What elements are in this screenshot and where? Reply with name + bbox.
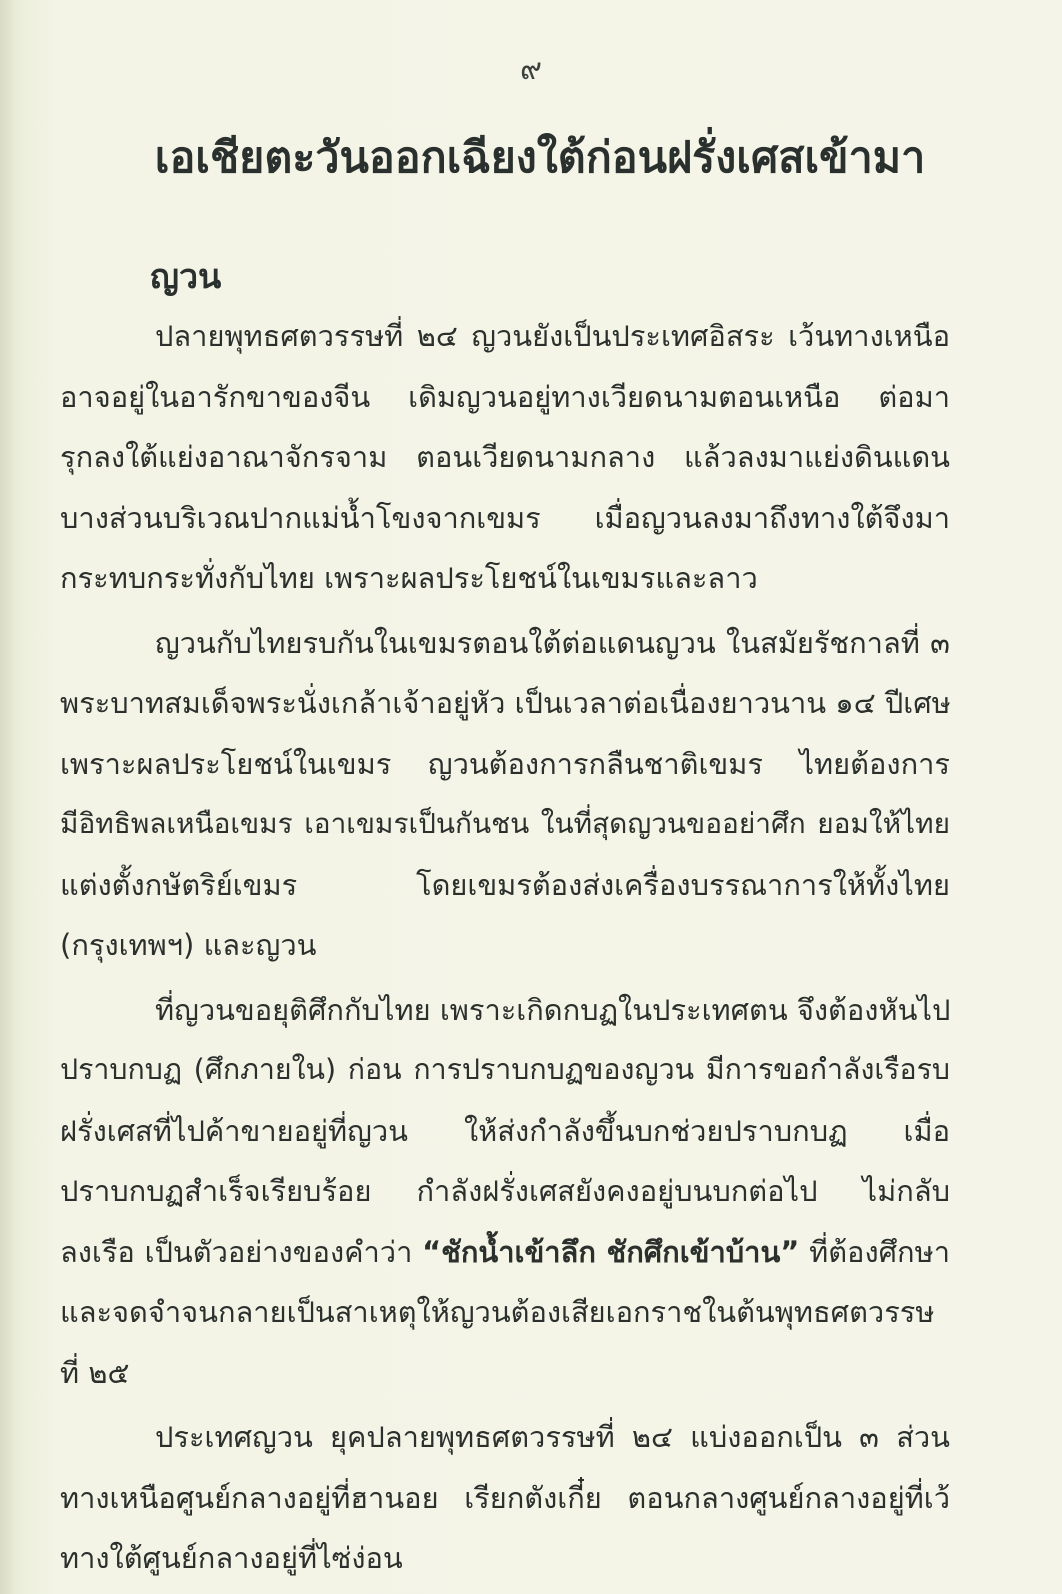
paragraph-1-line-4: บางส่วนบริเวณปากแม่น้ำโขงจากเขมร เมื่อญวนลงมาถึงทางใต้จึงมา — [60, 500, 950, 535]
paragraph-2-line-6: (กรุงเทพฯ) และญวน — [60, 928, 317, 962]
paragraph-2-line-5: แต่งตั้งกษัตริย์เขมร โดยเขมรต้องส่งเครื่องบรรณาการให้ทั้งไทย — [60, 867, 950, 902]
paragraph-3-line-5-after: ที่ต้องศึกษา — [799, 1234, 950, 1269]
paragraph-2-line-3: เพราะผลประโยชน์ในเขมร ญวนต้องการกลืนชาติเขมร ไทยต้องการ — [60, 746, 950, 781]
paragraph-2-line-4: มีอิทธิพลเหนือเขมร เอาเขมรเป็นกันชน ในที่สุดญวนขออย่าศึก ยอมให้ไทย — [60, 807, 950, 840]
paragraph-3-line-2: ปราบกบฏ (ศึกภายใน) ก่อน การปราบกบฏของญวน มีการขอกำลังเรือรบ — [60, 1053, 950, 1086]
page-gutter — [0, 0, 14, 1594]
paragraph-4-line-1: ประเทศญวน ยุคปลายพุทธศตวรรษที่ ๒๔ แบ่งออกเป็น ๓ ส่วน — [155, 1420, 950, 1454]
paragraph-3-line-4: ปราบกบฏสำเร็จเรียบร้อย กำลังฝรั่งเศสยังคงอยู่บนบกต่อไป ไม่กลับ — [60, 1174, 950, 1208]
paragraph-3-line-3: ฝรั่งเศสที่ไปค้าขายอยู่ที่ญวน ให้ส่งกำลังขึ้นบกช่วยปราบกบฏ เมื่อ — [60, 1113, 950, 1148]
paragraph-3-line-5 — [60, 1222, 950, 1283]
section-heading: ญวน — [150, 257, 222, 297]
chapter-title: เอเชียตะวันออกเฉียงใต้ก่อนฝรั่งเศสเข้ามา — [154, 133, 926, 183]
paragraph-4-line-2: ทางเหนือศูนย์กลางอยู่ที่ฮานอย เรียกตังเกี๋ย ตอนกลางศูนย์กลางอยู่ที่เว้ — [60, 1480, 950, 1515]
paragraph-1-line-1: ปลายพุทธศตวรรษที่ ๒๔ ญวนยังเป็นประเทศอิสระ เว้นทางเหนือ — [155, 319, 950, 353]
paragraph-1-line-5: กระทบกระทั่งกับไทย เพราะผลประโยชน์ในเขมรและลาว — [60, 561, 758, 595]
proverb-emphasis: “ชักน้ำเข้าลึก ชักศึกเข้าบ้าน” — [422, 1234, 800, 1269]
paragraph-4-line-3: ทางใต้ศูนย์กลางอยู่ที่ไซ่ง่อน — [60, 1541, 403, 1575]
page-number: ๙ — [520, 52, 542, 87]
paragraph-3-line-6: และจดจำจนกลายเป็นสาเหตุให้ญวนต้องเสียเอกราชในต้นพุทธศตวรรษ — [60, 1295, 935, 1329]
paragraph-2-line-1: ญวนกับไทยรบกันในเขมรตอนใต้ต่อแดนญวน ในสมัยรัชกาลที่ ๓ — [155, 625, 950, 660]
paragraph-3-line-7: ที่ ๒๕ — [60, 1355, 130, 1390]
body-text — [60, 306, 950, 1589]
paragraph-1-line-2: อาจอยู่ในอารักขาของจีน เดิมญวนอยู่ทางเวียดนามตอนเหนือ ต่อมา — [60, 379, 950, 414]
paragraph-3-line-1: ที่ญวนขอยุติศึกกับไทย เพราะเกิดกบฏในประเทศตน จึงต้องหันไป — [155, 992, 951, 1027]
paragraph-1-line-3: รุกลงใต้แย่งอาณาจักรจาม ตอนเวียดนามกลาง แล้วลงมาแย่งดินแดน — [60, 440, 950, 474]
paragraph-2-line-2: พระบาทสมเด็จพระนั่งเกล้าเจ้าอยู่หัว เป็นเวลาต่อเนื่องยาวนาน ๑๔ ปีเศษ — [60, 686, 951, 720]
paragraph-3-line-5-before: ลงเรือ เป็นตัวอย่างของคำว่า — [60, 1234, 423, 1269]
